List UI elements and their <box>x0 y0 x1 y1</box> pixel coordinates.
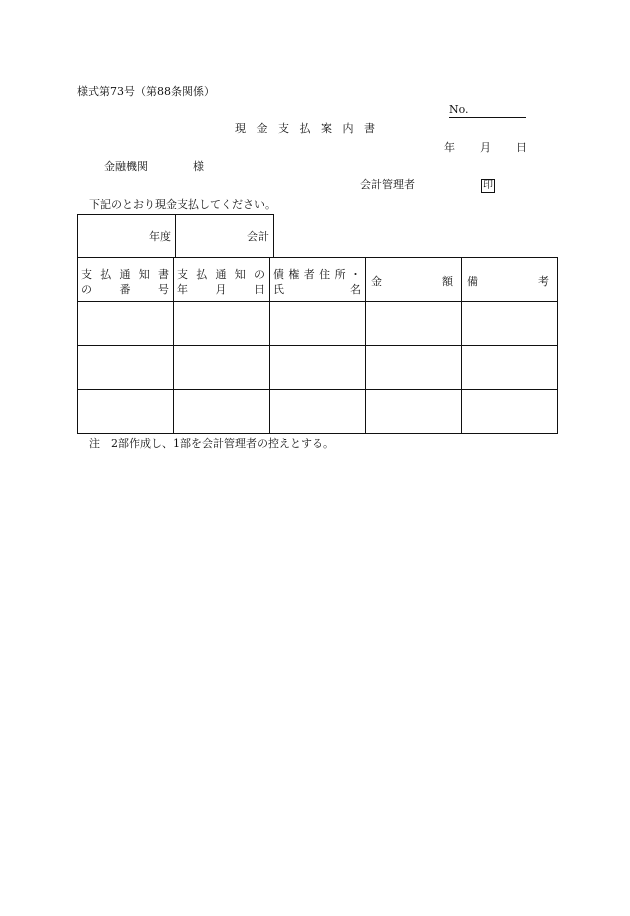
table-cell[interactable] <box>270 390 366 434</box>
date-month: 月 <box>480 141 491 154</box>
fiscal-table <box>77 214 274 258</box>
table-cell[interactable] <box>174 390 270 434</box>
manager-label: 会計管理者 <box>360 178 415 191</box>
header-char: 名 <box>350 283 361 296</box>
table-cell[interactable] <box>366 390 462 434</box>
header-char: 払 <box>100 268 112 281</box>
seal-stamp: 印 <box>483 180 493 191</box>
date-day: 日 <box>516 141 527 154</box>
date-line <box>444 141 527 155</box>
header-char: 所 <box>334 268 346 281</box>
header-char: 払 <box>196 268 208 281</box>
header-row <box>78 258 558 302</box>
header-char: 日 <box>254 283 265 296</box>
header-char: 年 <box>177 283 188 296</box>
fiscal-year-cell[interactable] <box>78 215 176 258</box>
header-cell-notice-number <box>78 258 174 302</box>
table-cell[interactable] <box>174 346 270 390</box>
table-row <box>78 346 558 390</box>
header-char: 考 <box>538 275 549 288</box>
footnote: 注 2部作成し、1部を会計管理者の控えとする。 <box>89 437 334 450</box>
header-char: 債 <box>273 268 284 281</box>
header-char: 号 <box>158 283 169 296</box>
manager-line <box>360 178 495 193</box>
table-cell[interactable] <box>462 302 558 346</box>
table-cell[interactable] <box>78 302 174 346</box>
table-cell[interactable] <box>78 390 174 434</box>
header-char: ・ <box>349 268 361 281</box>
header-char: 権 <box>288 268 300 281</box>
table-cell[interactable] <box>366 302 462 346</box>
header-char: 支 <box>81 268 92 281</box>
fiscal-year-label: 年度 <box>149 230 171 243</box>
header-char: 氏 <box>273 283 284 296</box>
table-cell[interactable] <box>270 302 366 346</box>
account-label: 会計 <box>247 230 269 243</box>
header-char: 金 <box>371 275 382 288</box>
header-char: 月 <box>215 283 227 296</box>
number-label: No. <box>449 103 469 116</box>
table-row <box>78 302 558 346</box>
table-cell[interactable] <box>174 302 270 346</box>
header-char: 知 <box>138 268 150 281</box>
number-field[interactable] <box>449 103 526 118</box>
header-cell-creditor <box>270 258 366 302</box>
header-char: 者 <box>303 268 315 281</box>
table-cell[interactable] <box>270 346 366 390</box>
intro-text: 下記のとおり現金支払してください。 <box>89 198 276 211</box>
header-char: 支 <box>177 268 188 281</box>
table-cell[interactable] <box>462 346 558 390</box>
header-cell-amount <box>366 258 462 302</box>
header-char: の <box>254 268 265 281</box>
table-cell[interactable] <box>78 346 174 390</box>
header-char: 住 <box>319 268 331 281</box>
account-cell[interactable] <box>176 215 274 258</box>
header-char: 通 <box>119 268 131 281</box>
header-char: 書 <box>158 268 169 281</box>
payment-table <box>77 257 558 434</box>
header-char: 額 <box>442 275 453 288</box>
document-title: 現金支払案内書 <box>235 122 386 135</box>
bank-label: 金融機関 <box>104 160 148 173</box>
date-year: 年 <box>444 141 455 154</box>
header-char: 通 <box>215 268 227 281</box>
header-char: 備 <box>467 275 478 288</box>
table-row <box>78 390 558 434</box>
header-cell-notice-date <box>174 258 270 302</box>
table-cell[interactable] <box>462 390 558 434</box>
form-number: 様式第73号（第88条関係） <box>77 85 215 98</box>
table-cell[interactable] <box>366 346 462 390</box>
header-char: 番 <box>119 283 131 296</box>
header-char: の <box>81 283 92 296</box>
honorific-label: 様 <box>193 160 204 173</box>
header-char: 知 <box>234 268 246 281</box>
bank-line <box>104 160 204 174</box>
header-cell-remarks <box>462 258 558 302</box>
